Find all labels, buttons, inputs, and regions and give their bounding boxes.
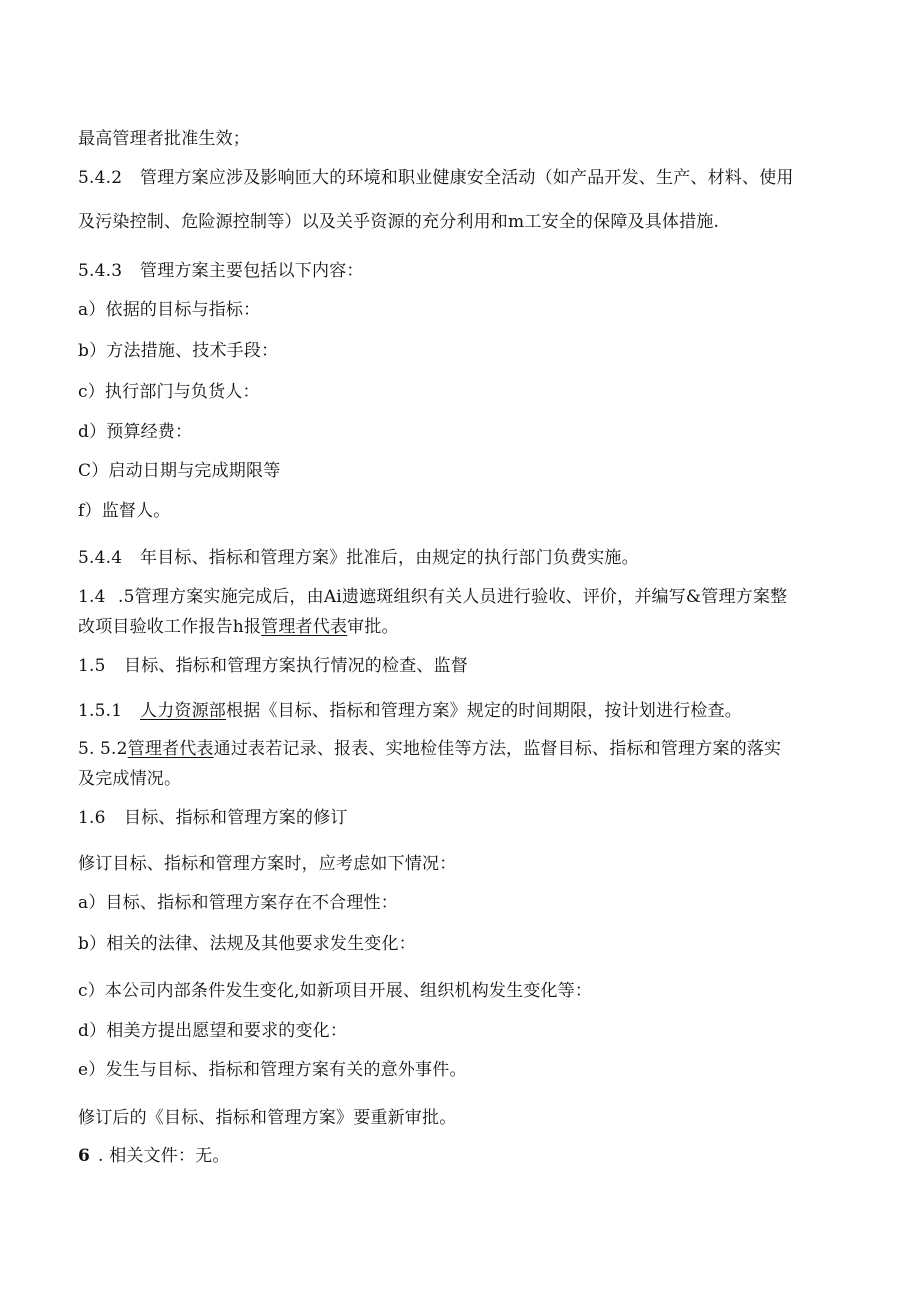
list-item [78, 980, 592, 1002]
line-text: .5管理方案实施完成后，由Ai遗遮斑组织有关人员进行验收、评价，并编写&管理方案整 [118, 587, 788, 607]
underlined-role: 管理者代表 [261, 617, 348, 637]
text-line [78, 768, 181, 790]
list-item [78, 933, 416, 955]
text-line [78, 853, 456, 875]
text-line [78, 1107, 456, 1129]
line-text: c）本公司内部条件发生变化,如新项目开展、组织机构发生变化等： [78, 981, 593, 1001]
line-text: . 相关文件：无。 [98, 1146, 230, 1166]
line-text: 通过表若记录、报表、实地检佳等方法，监督目标、指标和管理方案的落实 [213, 739, 782, 759]
list-item [78, 1020, 347, 1042]
line-text: 及污染控制、危险源控制等）以及关乎资源的充分利用和m工安全的保障及具体措施. [78, 212, 720, 232]
section-number: 1.4 [78, 587, 106, 607]
line-text: b）方法措施、技术手段： [78, 341, 279, 361]
list-item [78, 299, 260, 321]
section-number: 5. [78, 739, 95, 759]
list-item [78, 892, 398, 914]
text-line [78, 128, 250, 150]
line-text: 及完成情况。 [78, 769, 182, 789]
section-1-5-1 [78, 700, 742, 722]
section-number: 5.4.3 [78, 261, 123, 281]
list-item [78, 500, 171, 522]
section-number: 5.4.4 [78, 548, 123, 568]
list-item [78, 1059, 467, 1081]
line-text: 审批。 [347, 617, 399, 637]
line-text: f）监督人。 [78, 501, 171, 521]
line-text: 修订目标、指标和管理方案时，应考虑如下情况： [78, 854, 457, 874]
text-line [78, 616, 399, 638]
line-text: 管理方案主要包括以下内容： [140, 261, 364, 281]
section-5-4-4 [78, 547, 639, 569]
line-text: 5.2 [100, 739, 128, 759]
line-text: c）执行部门与负货人： [78, 382, 260, 402]
section-1-6 [78, 807, 348, 829]
section-number: 5.4.2 [78, 168, 123, 188]
line-text: d）相美方提出愿望和要求的变化： [78, 1021, 348, 1041]
underlined-role: 管理者代表 [127, 739, 214, 759]
underlined-department: 人力资源部 [140, 701, 226, 721]
line-text: 目标、指标和管理方案执行情况的检查、监督 [124, 656, 468, 676]
list-item [78, 340, 278, 362]
line-text: 管理方案应涉及影响匝大的环境和职业健康安全活动（如产品开发、生产、材料、使用 [140, 168, 794, 188]
section-number: 6 [78, 1146, 91, 1166]
section-1-4 [78, 586, 787, 608]
text-line [78, 211, 719, 233]
list-item [78, 460, 280, 482]
line-text: 最高管理者批准生效； [78, 129, 250, 149]
line-text: C）启动日期与完成期限等 [78, 461, 281, 481]
section-number: 1.5 [78, 656, 106, 676]
list-item [78, 381, 260, 403]
line-text: 修订后的《目标、指标和管理方案》要重新审批。 [78, 1108, 457, 1128]
line-text: 根据《目标、指标和管理方案》规定的时间期限，按计划进行检查。 [226, 701, 742, 721]
line-text: b）相关的法律、法规及其他要求发生变化： [78, 934, 416, 954]
section-number: 1.5.1 [78, 701, 123, 721]
line-text: d）预算经费： [78, 422, 193, 442]
line-text: a）依据的目标与指标： [78, 300, 261, 320]
section-number: 1.6 [78, 808, 106, 828]
line-text: 改项目验收工作报告h报 [78, 617, 262, 637]
line-text: 年目标、指标和管理方案》批准后，由规定的执行部门负费实施。 [140, 548, 639, 568]
section-5-5-2 [78, 738, 781, 760]
list-item [78, 421, 192, 443]
line-text: e）发生与目标、指标和管理方案有关的意外事件。 [78, 1060, 467, 1080]
section-1-5 [78, 655, 468, 677]
section-6 [78, 1145, 230, 1167]
line-text: 目标、指标和管理方案的修订 [124, 808, 348, 828]
section-5-4-3 [78, 260, 364, 282]
section-5-4-2 [78, 167, 794, 189]
line-text: a）目标、指标和管理方案存在不合理性： [78, 893, 398, 913]
